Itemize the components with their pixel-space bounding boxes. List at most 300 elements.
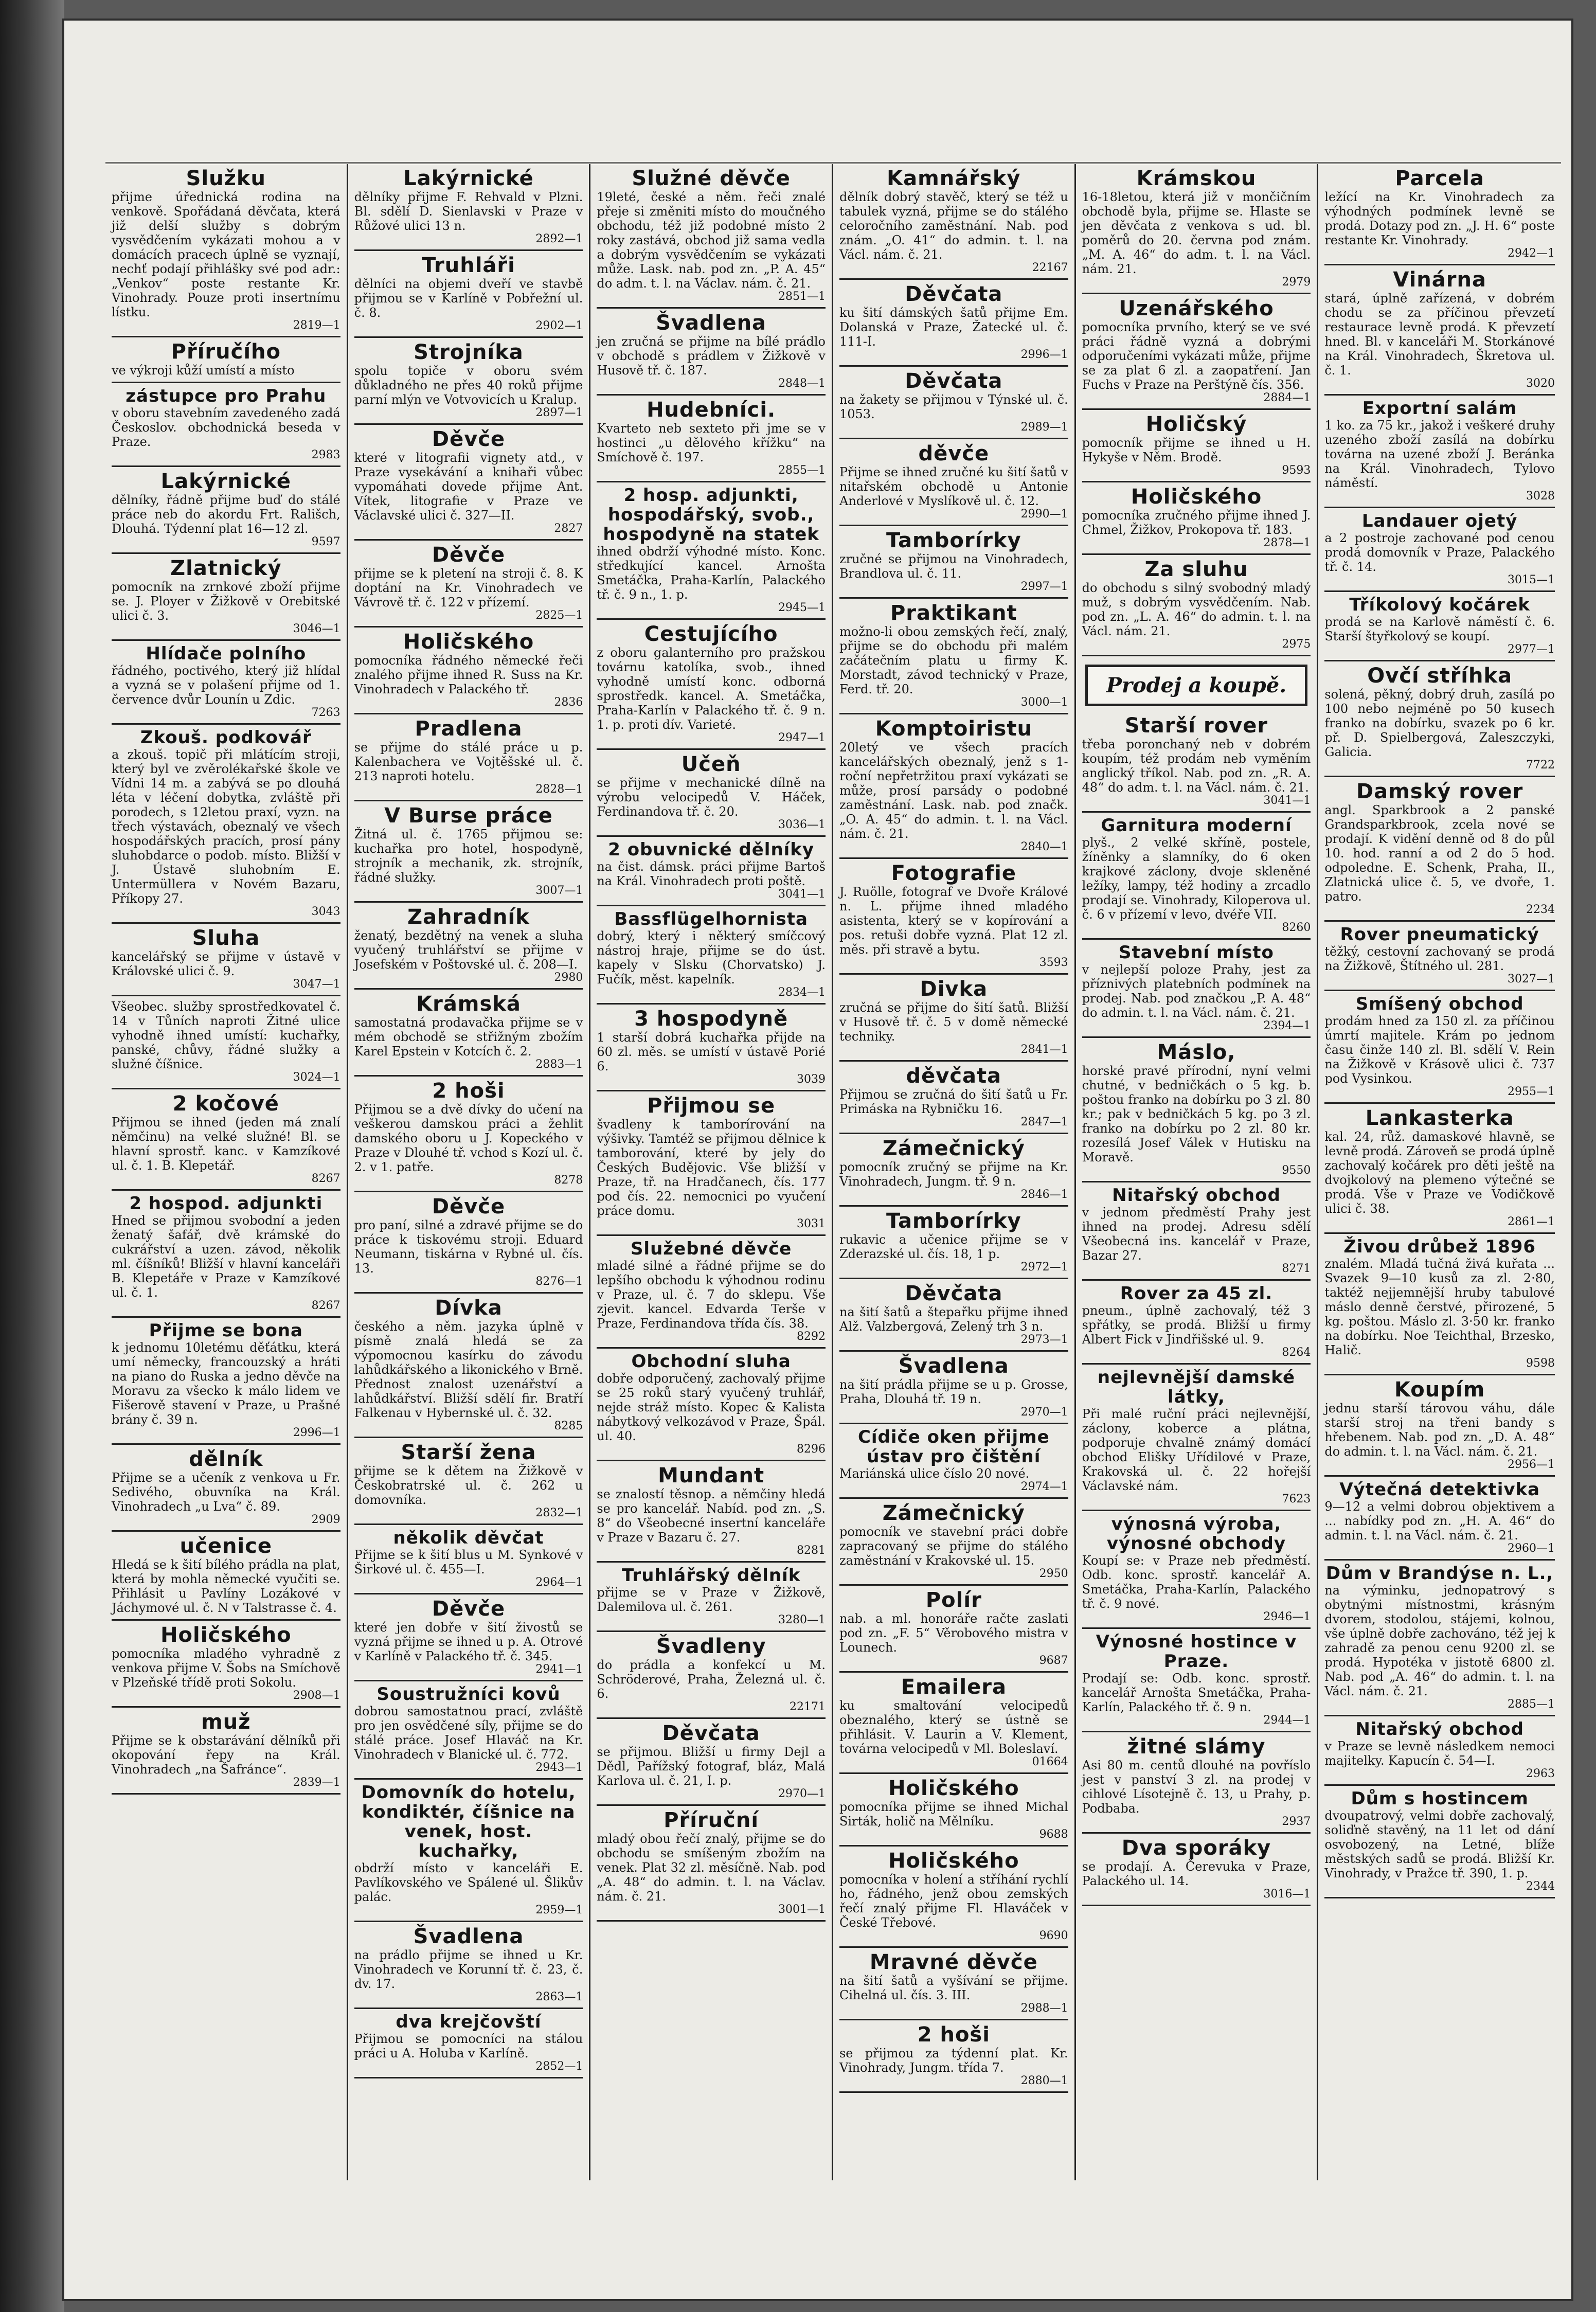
ad-heading: učenice: [180, 1534, 272, 1558]
ad-number: 2344: [1526, 1880, 1555, 1893]
ad-number: 2990—1: [1020, 508, 1068, 521]
classified-ad: [597, 1461, 826, 1563]
ad-number: 8260: [1282, 921, 1311, 934]
classified-ad: [112, 164, 340, 337]
classified-ad: [354, 338, 583, 425]
ad-text: obdrží místo v kanceláři E. Pavlíkovského ve Spálené ul. Šlikův palác.: [354, 1861, 583, 1904]
ad-text: dělníci na objemi dveří ve stavbě přijmou se v Karlíně v Pobřežní ul. č. 8.: [354, 277, 583, 320]
ad-number: 22167: [1032, 261, 1068, 274]
classified-ad: [839, 1424, 1068, 1499]
ad-text: se přijme do stálé práce u p. Kalenbachera ve Vojtěšské ul. č. 213 naproti hotelu.: [354, 740, 583, 783]
ad-heading: Švadleny: [656, 1635, 766, 1658]
classified-ad: [112, 1089, 340, 1191]
classified-ad: [1082, 1038, 1311, 1182]
ad-number: 2394—1: [1263, 1019, 1311, 1032]
ad-text: Přijmou se zručná do šití šatů u Fr. Primáska na Rybničku 16.: [839, 1087, 1068, 1116]
classified-ad: [354, 1681, 583, 1780]
classified-ad: [112, 641, 340, 725]
ad-heading: Máslo,: [1157, 1041, 1236, 1064]
classified-ad: [1324, 1477, 1555, 1561]
page-edge: [0, 0, 64, 2312]
ad-number: 2979: [1282, 276, 1311, 289]
ad-text: kancelářský se přijme v ústavě v Královské ulici č. 9.: [112, 949, 340, 978]
classified-ad: [1324, 592, 1555, 661]
ad-text: mladý obou řečí znalý, přijme se do obchodu se smíšeným zbožím na venek. Plat 32 zl. měsíčně. Nab. pod „A. 48“ do admin. t. l. na Václav. nám. č. 21.: [597, 1832, 826, 1904]
ad-text: dobrou samostatnou prací, zvláště pro jen osvědčené síly, přijme se do stálé práce. Josef Hlaváč na Kr. Vinohradech v Blanické ul. č. 772.: [354, 1704, 583, 1762]
ad-number: 2970—1: [778, 1787, 826, 1800]
ad-text: 1 starší dobrá kuchařka přijde na 60 zl. měs. se umístí v ústavě Porié 6.: [597, 1030, 826, 1073]
classified-ad: [112, 1445, 340, 1532]
section-stamp: Prodej a koupě.: [1085, 665, 1308, 706]
ad-number: 2828—1: [535, 783, 583, 796]
ad-text: Při malé ruční práci nejlevnější, záclony, koberce a plátna, podporuje chvalně známý domácí obchod Elišky Uřídilové v Praze, Krakovská ul. č. 22 hořejší Václavské nám.: [1082, 1407, 1311, 1493]
ad-number: 2997—1: [1020, 580, 1068, 593]
ad-number: 2956—1: [1507, 1458, 1555, 1471]
classified-ad: [354, 903, 583, 990]
ad-text: v jednom předměstí Prahy jest ihned na prodej. Adresu sdělí Všeobecná ins. kancelář v Praze, Bazar 27.: [1082, 1205, 1311, 1263]
ad-text: dvoupatrový, velmi dobře zachovalý, soliďně stavěný, na 11 let od dání osvobozený, na Letné, blíže městských sadů se prodá. Bližší Kr. Vinohrady, v Pražce tř. 390, 1. p.: [1324, 1808, 1555, 1880]
ad-number: 2863—1: [535, 1991, 583, 2003]
ad-heading: Smíšený obchod: [1355, 994, 1524, 1014]
ad-heading: Lakýrnické: [403, 167, 534, 190]
ad-text: zručné se přijmou na Vinohradech, Brandlova ul. č. 11.: [839, 552, 1068, 581]
ad-number: 3016—1: [1263, 1888, 1311, 1901]
ad-heading: Fotografie: [891, 862, 1017, 885]
classified-ad: [597, 1806, 826, 1922]
ad-text: Přijmou se pomocníci na stálou práci u A. Holuba v Karlíně.: [354, 2032, 583, 2060]
ad-text: zručná se přijme do šití šatů. Bližší v Husově tř. č. 5 v domě německé techniky.: [839, 1000, 1068, 1044]
ad-number: 2846—1: [1020, 1188, 1068, 1201]
ad-heading: Děvčata: [905, 282, 1003, 306]
ad-heading: Cídiče oken přijme ústav pro čištění: [857, 1427, 1050, 1467]
ad-text: solená, pěkný, dobrý druh, zasílá po 100 nebo nejméně po 50 kusech franko na dobírku, svazek po 6 kr. př. D. Spielbergová, Zaleszczyki, Galicia.: [1324, 687, 1555, 759]
ad-text: na žakety se přijmou v Týnské ul. č. 1053.: [839, 392, 1068, 421]
classified-ad: [354, 990, 583, 1077]
ad-text: se přijme v mechanické dílně na výrobu velocipedů V. Háček, Ferdinandova tř. č. 20.: [597, 776, 826, 819]
ad-heading: Dům v Brandýse n. L.,: [1325, 1563, 1554, 1584]
ad-text: pomocníka přijme se ihned Michal Sirták, holič na Mělníku.: [839, 1800, 1068, 1829]
ad-number: 2964—1: [535, 1576, 583, 1589]
ad-heading: Tříkolový kočárek: [1349, 595, 1531, 615]
ad-text: v nejlepší poloze Prahy, jest za příznivých platebních podmínek na prodej. Nab. pod značkou „P. A. 48“ do admin. t. l. na Václ. nám. č. 21.: [1082, 962, 1311, 1020]
ad-text: Přijmou se ihned (jeden má znalí němčinu) na velké služné! Bl. se hlavní sprostř. kanc. v Kamzíkové ul. č. 1. B. Klepetář.: [112, 1115, 340, 1173]
classified-ad: [1082, 1629, 1311, 1732]
ad-heading: Krámská: [416, 992, 521, 1016]
ad-number: 2970—1: [1020, 1406, 1068, 1419]
ad-heading: muž: [201, 1710, 251, 1734]
ad-heading: Landauer ojetý: [1361, 511, 1518, 531]
classified-ad: [1324, 1716, 1555, 1786]
classified-columns: [105, 162, 1561, 2180]
classified-ad: [1082, 1182, 1311, 1281]
ad-heading: Lakýrnické: [160, 470, 292, 493]
ad-heading: 2 kočové: [172, 1092, 279, 1116]
ad-text: se přijmou. Bližší u firmy Dejl a Dědl, Pařížský fotograf, bláz, Malá Karlova ul. č. 21, I. p.: [597, 1745, 826, 1788]
ad-number: 9687: [1039, 1654, 1068, 1667]
ad-number: 3001—1: [778, 1903, 826, 1916]
ad-heading: Přijmou se: [647, 1094, 776, 1118]
ad-number: 2959—1: [535, 1904, 583, 1916]
ad-number: 7722: [1526, 759, 1555, 772]
ad-number: 8264: [1282, 1346, 1311, 1359]
ad-heading: Učeň: [681, 752, 741, 776]
ad-text: plyš., 2 velké skříně, postele, žíněnky a slamníky, do 6 oken krajkové záclony, dvoje skleněné ležíky, lampy, též hodiny a zrcadlo prodají se. Vinohrady, Kiloperova ul. č. 6 v přízemí v levo, dvéře VII.: [1082, 835, 1311, 922]
ad-heading: Polír: [925, 1588, 982, 1612]
column-3: [590, 164, 833, 2180]
classified-ad: [597, 1632, 826, 1719]
ad-number: 2908—1: [293, 1689, 340, 1702]
classified-ad: [1082, 410, 1311, 482]
classified-ad: [1324, 1104, 1555, 1234]
ad-number: 9598: [1526, 1357, 1555, 1370]
ad-heading: Nitařský obchod: [1355, 1719, 1524, 1740]
classified-ad: [839, 1207, 1068, 1279]
ad-number: 2827: [554, 522, 583, 535]
ad-heading: Uzenářského: [1119, 297, 1274, 320]
ad-number: 2840—1: [1020, 840, 1068, 853]
ad-heading: Služku: [186, 167, 266, 190]
classified-ad: [354, 714, 583, 801]
ad-text: samostatná prodavačka přijme se v mém obchodě se střižným zbožím Karel Epstein v Kotcích č. 2.: [354, 1015, 583, 1059]
ad-number: 2861—1: [1507, 1215, 1555, 1228]
ad-heading: Holičského: [1131, 485, 1262, 509]
ad-number: 8285: [554, 1420, 583, 1432]
column-4: [833, 164, 1076, 2180]
classified-ad: [1082, 1732, 1311, 1834]
ad-text: do obchodu s silný svobodný mladý muž, s dobrým vysvědčením. Nab. pod zn. „L. A. 46“ do admin. t. l. na Václ. nám. 21.: [1082, 581, 1311, 638]
ad-heading: Praktikant: [890, 601, 1017, 625]
ad-text: pomocník ve stavební práci dobře zapracovaný se přijme do stálého zaměstnání v Krakovské ul. 15.: [839, 1525, 1068, 1568]
classified-ad: [354, 1780, 583, 1922]
ad-number: 2819—1: [293, 319, 340, 332]
ad-text: švadleny k tamborírování na výšivky. Tamtéž se přijmou dělnice k tamborování, které by jely do Českých Budějovic. Vše bližší v Praze, tř. na Hradčanech, čís. 177 pod čís. 22. nemocnici po vyučení práce domu.: [597, 1117, 826, 1218]
ad-number: 2983: [311, 449, 340, 461]
ad-number: 2977—1: [1507, 643, 1555, 656]
ad-text: pomocníka zručného přijme ihned J. Chmel, Žižkov, Prokopova tř. 183.: [1082, 508, 1311, 537]
ad-text: možno-li obou zemských řečí, znalý, přijme se do obchodu při malém začátečním platu u firmy K. Morstadt, závod technický v Praze, Ferd. tř. 20.: [839, 624, 1068, 696]
ad-number: 9688: [1039, 1828, 1068, 1841]
classified-ad: [1324, 508, 1555, 592]
classified-ad: [839, 2020, 1068, 2093]
ad-number: 3593: [1039, 956, 1068, 969]
ad-text: pneum., úplně zachovalý, též 3 spřátky, se prodá. Bližší u firmy Albert Fick v Jindřišské ul. 9.: [1082, 1303, 1311, 1347]
ad-number: 9593: [1282, 464, 1311, 477]
ad-number: 2897—1: [535, 406, 583, 419]
ad-text: na čist. dámsk. práci přijme Bartoš na Král. Vinohradech proti poště.: [597, 859, 826, 888]
ad-number: 2947—1: [778, 731, 826, 744]
ad-number: 2963: [1526, 1767, 1555, 1780]
classified-ad: [1082, 711, 1311, 813]
ad-text: Přijme se ihned zručné ku šití šatů v nitařském obchodě u Antonie Anderlové v Myslíkově ul. č. 12.: [839, 465, 1068, 508]
classified-ad: [112, 1191, 340, 1318]
ad-number: 8267: [311, 1172, 340, 1185]
classified-ad: [112, 924, 340, 996]
classified-ad: [839, 1279, 1068, 1352]
classified-ad: [597, 1349, 826, 1461]
ad-text: z oboru galanterního pro pražskou továrnu katolíka, svob., ihned vyhodně umístí konc. odborná sprostředk. kancel. A. Smetáčka, Praha-Karlín v Palackého tř. č. 9 n. 1. p. proti dív. Varieté.: [597, 646, 826, 732]
ad-number: 3047—1: [293, 978, 340, 991]
ad-heading: Služebné děvče: [630, 1239, 792, 1259]
ad-text: rukavic a učenice přijme se v Zderazské ul. čís. 18, 1 p.: [839, 1232, 1068, 1261]
ad-number: 8276—1: [535, 1275, 583, 1288]
ad-text: kal. 24, růž. damaskové hlavně, se levně prodá. Zároveň se prodá úplně zachovalý kočárek pro děti ještě na dvojkolový na plemeno výtečné se prodá. Vše v Praze ve Vodičkově ulici č. 38.: [1324, 1130, 1555, 1216]
ad-text: Koupí se: v Praze neb předměstí. Odb. konc. sprostř. kancelář A. Smetáčka, Praha-Karlín, Palackého tř. č. 9 nové.: [1082, 1553, 1311, 1611]
ad-heading: Děvče: [432, 543, 506, 567]
ad-text: mladé silné a řádné přijme se do lepšího obchodu k výhodnou rodinu v Praze, ul. č. 7 do sklepu. Vše zjevit. kancel. Edvarda Terše v Praze, Ferdinandova třída čís. 38.: [597, 1259, 826, 1331]
ad-heading: nejlevnější damské látky,: [1097, 1367, 1296, 1407]
ad-number: 2960—1: [1507, 1542, 1555, 1555]
classified-ad: [1082, 1834, 1311, 1906]
classified-ad: [839, 1062, 1068, 1134]
classified-ad: [1082, 294, 1311, 410]
ad-heading: Damský rover: [1356, 780, 1523, 803]
classified-ad: [112, 554, 340, 641]
classified-ad: [354, 541, 583, 628]
ad-heading: Strojníka: [414, 340, 524, 364]
ad-number: 2878—1: [1263, 536, 1311, 549]
classified-ad: [597, 837, 826, 906]
ad-text: 16-18letou, která již v mončičním obchodě byla, přijme se. Hlaste se jen děvčata z venkova s ud. bl. poměrů do 20. června pod znám. „M. A. 46“ do adm. t. l. na Václ. nám. 21.: [1082, 190, 1311, 276]
classified-ad: [1082, 482, 1311, 555]
classified-ad: [839, 367, 1068, 439]
ad-text: 19leté, české a něm. řeči znalé přeje si změniti místo do moučného obchodu, též již podobné místo 2 roky zastává, obchod již sama vedla a dobrým vysvědčením se vykázati může. Lask. nab. pod zn. „P. A. 45“ do adm. t. l. na Václav. nám. č. 21.: [597, 190, 826, 291]
classified-ad: [112, 1318, 340, 1445]
ad-number: 3031: [796, 1217, 826, 1230]
ad-number: 2834—1: [778, 986, 826, 999]
ad-text: pomocníka řádného německé řeči znalého přijme ihned R. Suss na Kr. Vinohradech v Palackého tř.: [354, 653, 583, 696]
ad-heading: V Burse práce: [384, 804, 553, 828]
ad-heading: 2 hospod. adjunkti: [129, 1193, 323, 1214]
ad-number: 3280—1: [778, 1614, 826, 1626]
ad-heading: Holičský: [1145, 413, 1247, 436]
ad-text: Všeobec. služby sprostředkovatel č. 14 v Tůních naproti Žitné ulice vyhodně ihned umístí: kuchařky, panské, chůvy, řádné služky a služné číšnice.: [112, 999, 340, 1071]
ad-heading: žitné slámy: [1127, 1735, 1266, 1759]
classified-ad: [354, 164, 583, 251]
classified-ad: [112, 337, 340, 383]
ad-text: přijme se k dětem na Žižkově v Českobratrské ul. č. 262 u domovníka.: [354, 1464, 583, 1507]
column-2: [348, 164, 591, 2180]
ad-heading: Za sluhu: [1144, 558, 1248, 581]
ad-heading: Lankasterka: [1365, 1106, 1514, 1130]
ad-text: se přijmou za týdenní plat. Kr. Vinohrady, Jungm. třída 7.: [839, 2046, 1068, 2075]
classified-ad: [597, 1236, 826, 1349]
ad-text: na výminku, jednopatrový s obytnými místnostmi, krásným dvorem, stodolou, stájemi, kolnou, vše úplně dobře zachováno, též jej k zahradě za penou cenu 9200 zl. se prodá. Hypotéka v jistotě 6800 zl. Nab. pod „A. 46“ do admin. t. l. na Václ. nám. č. 21.: [1324, 1583, 1555, 1698]
ad-text: Přijmou se a dvě dívky do učení na veškerou damskou práci a žehlit damského oboru u J. Kopeckého v Praze v Dlouhé tř. vchod s Kozí ul. č. 2. v 1. patře.: [354, 1102, 583, 1174]
ad-text: k jednomu 10letému děťátku, která umí německy, francouzský a hráti na piano do Ruska a jedno děvče na Moravu za všecko k málo lidem ve Fišerově stavení v Praze, u Prašné brány č. 39 n.: [112, 1340, 340, 1427]
ad-heading: Děvče: [432, 1597, 506, 1621]
ad-heading: Děvčata: [662, 1722, 760, 1745]
ad-heading: Truhláři: [422, 254, 515, 277]
ad-number: 2942—1: [1507, 247, 1555, 260]
ad-heading: Holičského: [160, 1623, 292, 1647]
classified-ad: [354, 801, 583, 903]
ad-number: 9690: [1039, 1929, 1068, 1942]
ad-number: 2996—1: [1020, 348, 1068, 361]
ad-number: 3027—1: [1507, 973, 1555, 985]
classified-ad: [354, 251, 583, 338]
classified-ad: [839, 714, 1068, 859]
ad-number: 2892—1: [535, 232, 583, 245]
ad-text: pomocník zručný se přijme na Kr. Vinohradech, Jungm. tř. 9 n.: [839, 1160, 1068, 1189]
ad-text: a 2 postroje zachované pod cenou prodá domovník v Praze, Palackého tř. č. 14.: [1324, 531, 1555, 574]
ad-number: 8267: [311, 1299, 340, 1312]
ad-text: Prodají se: Odb. konc. sprostř. kancelář Arnošta Smetáčka, Praha-Karlín, Palackého tř. č. 9 n.: [1082, 1671, 1311, 1714]
column-5: [1076, 164, 1319, 2180]
ad-text: českého a něm. jazyka úplně v písmě znalá hledá se za výpomocnou kasírku do závodu lahůdkářského a likonického v Brně. Přednost znalost uzenářství a lahůdkářství. Bližší sdělí fir. Bratří Falkenau v Hybernské ul. č. 32.: [354, 1319, 583, 1420]
classified-ad: [1324, 1786, 1555, 1898]
ad-text: znalém. Mladá tučná živá kuřata ... Svazek 9—10 kusů za zl. 2·80, taktéž nejjemnější hruby tabulové máslo denně čerstvé, přirozené, 5 kg. poštou. Máslo zl. 3·50 kr. franko na dobírku. Noe Teichthal, Brzesko, Halič.: [1324, 1257, 1555, 1357]
ad-heading: Nitařský obchod: [1112, 1185, 1281, 1206]
classified-ad: [1324, 1561, 1555, 1716]
ad-text: ležící na Kr. Vinohradech za výhodných podmínek levně se prodá. Dotazy pod zn. „J. H. 6“ poste restante Kr. Vinohrady.: [1324, 190, 1555, 247]
ad-number: 3007—1: [535, 884, 583, 897]
ad-heading: Obchodní sluha: [631, 1351, 791, 1372]
ad-number: 2972—1: [1020, 1261, 1068, 1274]
newspaper-page: [64, 21, 1571, 2299]
classified-ad: [839, 1499, 1068, 1586]
ad-heading: Mravné děvče: [869, 1950, 1038, 1974]
ad-number: 2848—1: [778, 377, 826, 390]
ad-heading: Tamborírky: [886, 529, 1021, 552]
classified-ad: [1324, 1234, 1555, 1375]
classified-ad: [354, 425, 583, 541]
ad-heading: Truhlářský dělník: [621, 1565, 801, 1586]
ad-heading: několik děvčat: [393, 1528, 544, 1548]
ad-text: Přijme se k šití blus u M. Synkové v Širkové ul. č. 455—I.: [354, 1548, 583, 1576]
ad-text: Asi 80 m. centů dlouhé na povříslo jest v panství 3 zl. na prodej v cihlové Lísotejně č. 13, u Prahy, p. Podbaba.: [1082, 1758, 1311, 1816]
ad-heading: zástupce pro Prahu: [125, 386, 327, 406]
ad-number: 2988—1: [1020, 2002, 1068, 2015]
ad-number: 2885—1: [1507, 1698, 1555, 1711]
ad-heading: Divka: [920, 977, 988, 1001]
ad-number: 2851—1: [778, 290, 826, 303]
ad-heading: Zlatnický: [170, 557, 282, 580]
ad-heading: Tamborírky: [886, 1209, 1021, 1233]
classified-ad: [354, 1525, 583, 1594]
classified-ad: [1324, 396, 1555, 508]
ad-text: na šití šatů a vyšívání se přijme. Cihelná ul. čís. 3. III.: [839, 1974, 1068, 2002]
classified-ad: [1082, 1281, 1311, 1365]
ad-number: 3041—1: [1263, 794, 1311, 807]
ad-text: pomocník přijme se ihned u H. Hykyše v Něm. Brodě.: [1082, 436, 1311, 464]
ad-text: 9—12 a velmi dobrou objektivem a ... nabídky pod zn. „H. A. 46“ do admin. t. l. na Václ. nám. č. 21.: [1324, 1499, 1555, 1543]
ad-heading: Švadlena: [656, 311, 767, 335]
classified-ad: [597, 1563, 826, 1632]
ad-text: které jen dobře v šití živostů se vyzná přijme se ihned u p. A. Otrové v Karlíně v Palackého tř. č. 345.: [354, 1620, 583, 1663]
ad-number: 01664: [1032, 1755, 1068, 1768]
ad-number: 2832—1: [535, 1507, 583, 1519]
classified-ad: [354, 1438, 583, 1525]
ad-number: 7263: [311, 706, 340, 719]
ad-heading: Zahradník: [407, 905, 530, 929]
ad-text: do prádla a konfekcí u M. Schröderové, Praha, Železná ul. č. 6.: [597, 1658, 826, 1701]
ad-heading: Ovčí stříhka: [1367, 664, 1513, 688]
ad-text: dobrý, který i některý smíčcový nástroj hraje, přijme se do úst. kapely v Slsku (Chorvatsko) J. Fučík, měst. kapelník.: [597, 929, 826, 987]
ad-number: 2855—1: [778, 464, 826, 477]
classified-ad: [839, 439, 1068, 526]
ad-number: 8271: [1282, 1262, 1311, 1275]
ad-text: dobře odporučený, zachovalý přijme se 25 roků starý vyučený truhlář, nejde stráž místo. Kopec & Kalista nábytkový velkozávod v Praze, Špál. ul. 40.: [597, 1371, 826, 1443]
ad-number: 3039: [796, 1073, 826, 1086]
ad-heading: Služné děvče: [632, 167, 791, 190]
ad-heading: Stavební místo: [1119, 942, 1274, 963]
ad-heading: Holičského: [403, 630, 534, 654]
ad-heading: Příruční: [663, 1808, 759, 1832]
classified-ad: [597, 164, 826, 309]
ad-heading: Živou drůbež 1896: [1343, 1236, 1536, 1257]
ad-number: 3020: [1526, 377, 1555, 390]
ad-text: spolu topiče v oboru svém důkladného ne přes 40 roků přijme parní mlýn ve Votvovicích u Kralup.: [354, 364, 583, 407]
ad-heading: Švadlena: [413, 1925, 524, 1948]
classified-ad: [839, 1134, 1068, 1207]
ad-number: 2839—1: [293, 1776, 340, 1789]
ad-text: 1 ko. za 75 kr., jakož i veškeré druhy uzeného zboží zasílá na dobírku továrna na uzené zboží J. Beránka na Král. Vinohradech, Tylovo náměstí.: [1324, 418, 1555, 490]
classified-ad: [354, 1192, 583, 1294]
ad-heading: Výnosné hostince v Praze.: [1096, 1632, 1297, 1672]
ad-heading: Soustružníci kovů: [376, 1684, 561, 1705]
ad-text: v Praze se levně následkem nemoci majitelky. Kapucín č. 54—I.: [1324, 1739, 1555, 1768]
ad-heading: Mundant: [658, 1464, 765, 1487]
ad-heading: Zámečnický: [882, 1501, 1025, 1525]
classified-ad: [597, 309, 826, 396]
ad-heading: Švadlena: [898, 1354, 1009, 1378]
ad-heading: Cestujícího: [644, 622, 778, 646]
ad-text: horské pravé přírodní, nyní velmi chutné, v bedničkách o 5 kg. b. poštou franko na dobírku po 3 zl. 80 kr.; pak v bedničkách 5 kg. po 3 zl. franko na dobírku po 2 zl. 80 kr. rozesílá Josef Válek v Hutisku na Moravě.: [1082, 1064, 1311, 1164]
classified-ad: [839, 526, 1068, 599]
ad-number: 3000—1: [1020, 696, 1068, 709]
classified-ad: [1324, 1375, 1555, 1477]
ad-heading: 2 obuvnické dělníky: [608, 839, 815, 860]
ad-number: 3015—1: [1507, 573, 1555, 586]
ad-number: 9597: [311, 535, 340, 548]
classified-ad: [354, 628, 583, 714]
ad-number: 2909: [311, 1513, 340, 1526]
ad-number: 2937: [1282, 1815, 1311, 1828]
ad-number: 2955—1: [1507, 1085, 1555, 1098]
ad-heading: Rover pneumatický: [1340, 924, 1539, 945]
classified-ad: [597, 482, 826, 620]
ad-text: Mariánská ulice číslo 20 nové.: [839, 1466, 1030, 1481]
classified-ad: [354, 1294, 583, 1438]
ad-text: ku smaltování velocipedů obeznalého, který se ústně se přihlásit. V. Laurin a V. Klement, továrna velocipedů v Ml. Boleslaví.: [839, 1698, 1068, 1756]
ad-text: přijme se k pletení na stroji č. 8. K doptání na Kr. Vinohradech ve Vávrově tř. č. 122 v přízemí.: [354, 566, 583, 610]
ad-number: 2980: [554, 971, 583, 984]
ad-heading: Hlídače polního: [146, 643, 307, 664]
ad-text: na prádlo přijme se ihned u Kr. Vinohradech ve Korunní tř. č. 23, č. dv. 17.: [354, 1948, 583, 1991]
ad-heading: Dům s hostincem: [1351, 1788, 1529, 1809]
ad-text: dělníky přijme F. Rehvald v Plzni. Bl. sdělí D. Sienlavski v Praze v Růžové ulici 13 n.: [354, 190, 583, 233]
ad-text: Hledá se k šití bílého prádla na plat, která by mohla německé vyučiti se. Přihlásit u Pavlíny Lozákové v Jáchymové ul. č. N v Talstrasse č. 4.: [112, 1557, 340, 1615]
ad-heading: Rover za 45 zl.: [1120, 1283, 1273, 1304]
classified-ad: [112, 1532, 340, 1621]
ad-number: 2989—1: [1020, 421, 1068, 434]
ad-text: Přijme se a učeník z venkova u Fr. Sedivého, obuvníka na Král. Vinohradech „u Lva“ č. 89.: [112, 1471, 340, 1514]
ad-number: 2841—1: [1020, 1043, 1068, 1056]
ad-text: Žitná ul. č. 1765 přijmou se: kuchařka pro hotel, hospodyně, strojník a mechanik, zk. strojník, řádné služky.: [354, 827, 583, 885]
ad-heading: Děvče: [432, 1195, 506, 1218]
classified-ad: [1082, 164, 1311, 294]
ad-text: ve výkroji kůží umístí a místo: [112, 363, 295, 378]
classified-ad: [597, 620, 826, 750]
classified-ad: [839, 280, 1068, 367]
ad-heading: Parcela: [1395, 167, 1484, 190]
classified-ad: [839, 1774, 1068, 1847]
ad-number: 2880—1: [1020, 2074, 1068, 2087]
ad-heading: 3 hospodyně: [634, 1007, 788, 1031]
ad-number: 3028: [1526, 490, 1555, 503]
classified-ad: [839, 164, 1068, 280]
ad-text: pomocníka v holení a stříhání rychlí ho, řádného, jenž obou zemských řečí znalý přijme Fl. Hlaváček v České Třebové.: [839, 1872, 1068, 1930]
